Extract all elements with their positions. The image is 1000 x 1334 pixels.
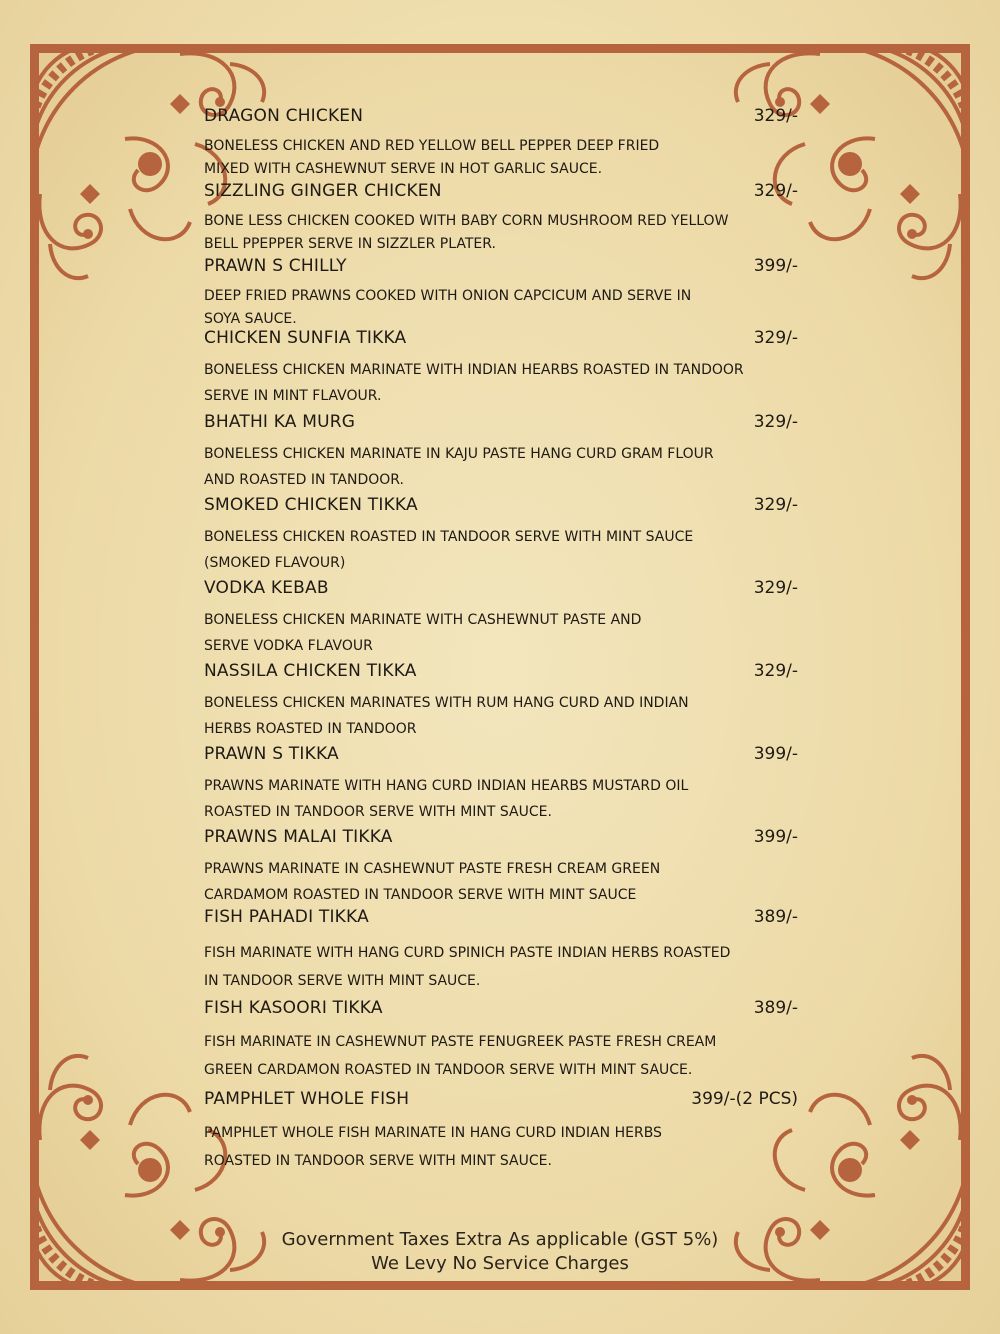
item-description: BONE LESS CHICKEN COOKED WITH BABY CORN MUSHROOM RED YELLOW BELL PPEPPER SERVE IN SIZZLER PLATER. [204, 213, 729, 252]
item-description: FISH MARINATE IN CASHEWNUT PASTE FENUGREEK PASTE FRESH CREAM GREEN CARDAMON ROASTED IN TANDOOR SERVE WITH MINT SAUCE. [204, 1034, 717, 1078]
item-description: PAMPHLET WHOLE FISH MARINATE IN HANG CURD INDIAN HERBS ROASTED IN TANDOOR SERVE WITH MINT SAUCE. [204, 1125, 662, 1169]
item-price: 389/- [753, 907, 798, 927]
item-name: FISH KASOORI TIKKA [204, 998, 383, 1018]
menu-item [204, 1089, 798, 1175]
menu-item [204, 256, 798, 331]
tax-note: Government Taxes Extra As applicable (GST 5%) [281, 1229, 719, 1250]
menu-item [204, 827, 798, 908]
item-description: DEEP FRIED PRAWNS COOKED WITH ONION CAPCICUM AND SERVE IN SOYA SAUCE. [204, 288, 692, 327]
item-name: VODKA KEBAB [204, 578, 329, 598]
item-name: PAMPHLET WHOLE FISH [204, 1089, 410, 1109]
item-price: 329/- [753, 412, 798, 432]
item-name: CHICKEN SUNFIA TIKKA [204, 328, 407, 348]
item-description: FISH MARINATE WITH HANG CURD SPINICH PASTE INDIAN HERBS ROASTED IN TANDOOR SERVE WITH MINT SAUCE. [204, 945, 731, 989]
item-name: BHATHI KA MURG [204, 412, 356, 432]
menu-item [204, 907, 798, 995]
menu-item [204, 661, 798, 742]
menu-item [204, 106, 798, 181]
item-price: 329/- [753, 495, 798, 515]
item-price: 329/- [753, 328, 798, 348]
menu-item [204, 181, 798, 256]
item-name: NASSILA CHICKEN TIKKA [204, 661, 417, 681]
item-name: SIZZLING GINGER CHICKEN [204, 181, 442, 201]
item-description: BONELESS CHICKEN MARINATE IN KAJU PASTE HANG CURD GRAM FLOUR AND ROASTED IN TANDOOR. [204, 446, 714, 488]
item-name: FISH PAHADI TIKKA [204, 907, 369, 927]
item-name: PRAWNS MALAI TIKKA [204, 827, 393, 847]
item-price: 329/- [753, 106, 798, 126]
item-price: 329/- [753, 181, 798, 201]
menu-item [204, 744, 798, 825]
item-price: 389/- [753, 998, 798, 1018]
item-price: 399/-(2 PCS) [691, 1089, 798, 1109]
item-price: 329/- [753, 661, 798, 681]
menu-item [204, 578, 798, 659]
item-name: DRAGON CHICKEN [204, 106, 364, 126]
item-description: PRAWNS MARINATE WITH HANG CURD INDIAN HEARBS MUSTARD OIL ROASTED IN TANDOOR SERVE WITH MINT SAUCE. [204, 778, 689, 820]
menu-item [204, 412, 798, 493]
item-name: PRAWN S CHILLY [204, 256, 347, 276]
menu-item [204, 328, 798, 409]
service-charge-note: We Levy No Service Charges [371, 1253, 629, 1274]
menu-item [204, 495, 798, 576]
item-name: PRAWN S TIKKA [204, 744, 339, 764]
menu-item [204, 998, 798, 1084]
item-price: 329/- [753, 578, 798, 598]
footer-note [0, 1228, 1000, 1276]
item-name: SMOKED CHICKEN TIKKA [204, 495, 418, 515]
item-price: 399/- [753, 744, 798, 764]
item-description: BONELESS CHICKEN MARINATE WITH INDIAN HEARBS ROASTED IN TANDOOR SERVE IN MINT FLAVOUR. [204, 362, 744, 404]
item-description: BONELESS CHICKEN ROASTED IN TANDOOR SERVE WITH MINT SAUCE (SMOKED FLAVOUR) [204, 529, 694, 571]
item-description: BONELESS CHICKEN AND RED YELLOW BELL PEPPER DEEP FRIED MIXED WITH CASHEWNUT SERVE IN HOT GARLIC SAUCE. [204, 138, 660, 177]
item-description: BONELESS CHICKEN MARINATE WITH CASHEWNUT PASTE AND SERVE VODKA FLAVOUR [204, 612, 642, 654]
item-description: PRAWNS MARINATE IN CASHEWNUT PASTE FRESH CREAM GREEN CARDAMOM ROASTED IN TANDOOR SERVE WITH MINT SAUCE [204, 861, 661, 903]
item-price: 399/- [753, 256, 798, 276]
item-price: 399/- [753, 827, 798, 847]
item-description: BONELESS CHICKEN MARINATES WITH RUM HANG CURD AND INDIAN HERBS ROASTED IN TANDOOR [204, 695, 689, 737]
